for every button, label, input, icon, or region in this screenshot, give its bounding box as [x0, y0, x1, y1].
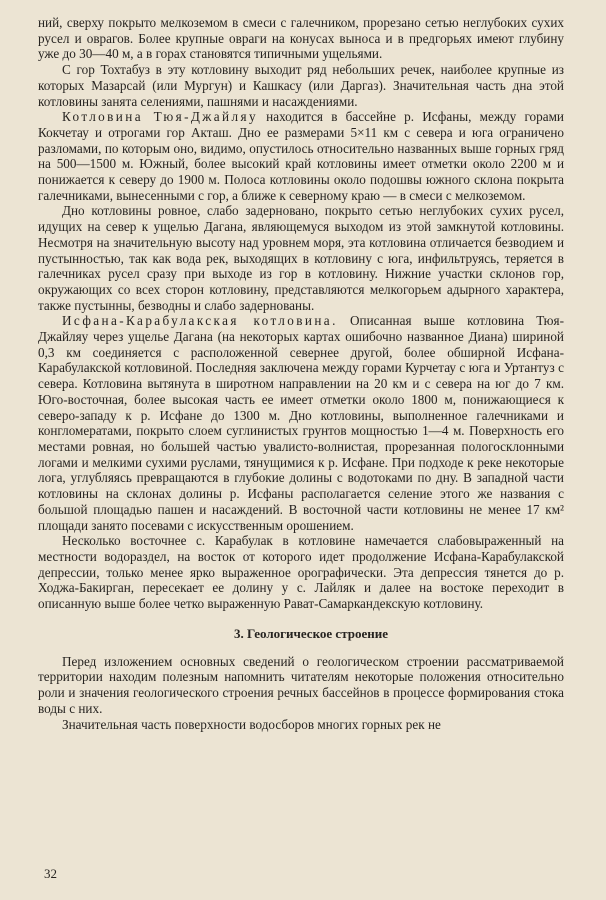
paragraph-lead-term: Исфана-Карабулакская котловина. — [62, 313, 338, 329]
paragraph-karabulak-divide: Несколько восточнее с. Карабулак в котловине намечается слабовыраженный на местности водораздел, на восток от которого идет продолжение Исфана-Карабулакской депрессии, только менее ярко выраженное орографически. Эта депрессия тянется до р. Ходжа-Бакирган, пересекает ее долину у с. Лайляк и далее на востоке переходит в описанную выше более четко выраженную Рават-Самаркандекскую котловину. — [38, 533, 564, 612]
paragraph-basin-bottom: Дно котловины ровное, слабо задерновано, покрыто сетью неглубоких сухих русел, идущих на север к ущелью Дагана, являющемуся выходом из этой замкнутой котловины. Несмотря на значительную высоту над уровнем моря, эта котловина отличается безводием и пустынностью, так как вода рек, выходящих в котловину с юга, инфильтруясь, теряется в галечниках русел сразу при выходе из гор в котловину. Нижние участки склонов гор, окружающих со всех сторон котловину, представляются мелкогорьем адырного характера, также пустынны, безводны и слабо задернованы. — [38, 203, 564, 313]
page-number: 32 — [44, 866, 57, 881]
paragraph-geology-next: Значительная часть поверхности водосборов многих горных рек не — [62, 716, 441, 732]
paragraph-isfana-karabulak — [38, 313, 564, 533]
paragraph-tyuya-jailyau — [38, 109, 564, 203]
paragraph-lead-term: Котловина Тюя-Джайляу — [62, 109, 258, 125]
paragraph-continuation: ний, сверху покрыто мелкоземом в смеси с галечником, прорезано сетью неглубоких сухих русел и оврагов. Более крупные овраги на конусах выноса и в предгорьях имеют глубину уже до 30—40 м, а в горах становятся типичными ущельями. — [38, 15, 564, 62]
paragraph-tokhtabuz: С гор Тохтабуз в эту котловину выходит ряд небольших речек, наиболее крупные из которых Мазарсай (или Мургун) и Кашкасу (или Даргаз). Значительная часть дна этой котловины занята селениями, пашнями и насаждениями. — [38, 62, 564, 109]
section-heading: 3. Геологическое строение — [233, 625, 388, 641]
paragraph-body: находится в бассейне р. Исфаны, между горами Кокчетау и отрогами гор Акташ. Дно ее размерами 5×11 км с севера и юга ограничено разломами, по которым оно, видимо, опустилось относительно названных выше горных гряд на 500—1500 м. Южный, более высокий край котловины имеет отметки около 2200 м и понижается к северу до 1900 м. Полоса котловины около подошвы южного склона покрыта галечниками, вынесенными с гор, а ближе к северному краю — в смеси с мелкоземом. — [38, 109, 564, 203]
paragraph-geology-intro: Перед изложением основных сведений о геологическом строении рассматриваемой территории находим полезным напомнить читателям некоторые положения относительно роли и значения геологического строения речных бассейнов в процессе формирования стока воды с них. — [38, 653, 564, 716]
paragraph-body: Описанная выше котловина Тюя-Джайляу через ущелье Дагана (на некоторых картах ошибочно названное Диана) шириной 0,3 км соединяется с расположенной севернее другой, более обширной Исфана-Карабулакской котловиной. Последняя заключена между горами Курчетау с юга и Уртантуз с севера. Котловина вытянута в широтном направлении на 20 км и с севера на юг до 7 км. Юго-восточная, более высокая часть ее имеет отметки около 1800 м, понижающиеся к северо-западу к р. Исфане до 1300 м. Дно котловины, выполненное галечниками и конгломератами, покрыто слоем суглинистых грунтов мощностью 1—4 м. Поверхность его местами ровная, но большей частью увалисто-волнистая, прорезанная пологосклонными логами и мелкими сухими руслами, тянущимися к р. Исфане. При подходе к реке некоторые лога, углубляясь превращаются в глубокие долины с водотоками по дну. В западной части котловины на склонах долины р. Исфаны располагается селение этого же названия с большой площадью пашен и насаждений. В восточной части котловины не менее 17 км² площади занято посевами с искусственным орошением. — [38, 313, 564, 533]
